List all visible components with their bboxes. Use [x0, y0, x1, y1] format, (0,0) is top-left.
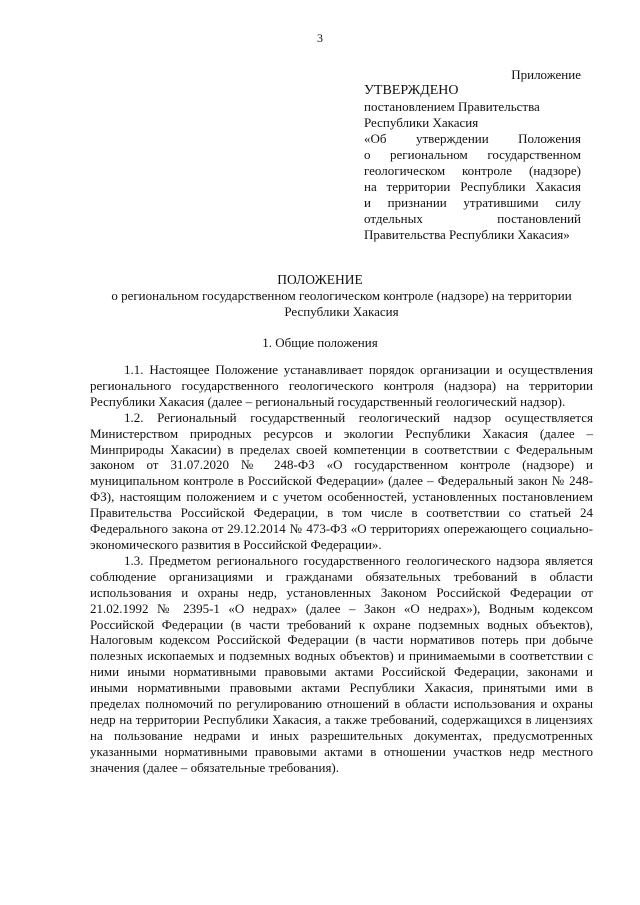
document-subtitle: о региональном государственном геологическом контроле (надзоре) на территории Республики Хакасия: [111, 288, 572, 319]
approval-block: [364, 82, 581, 243]
approval-line: постановлением Правительства: [364, 99, 540, 114]
approval-line: Республики Хакасия: [364, 115, 479, 130]
paragraph-1-3: 1.3. Предметом регионального государственного геологического надзора является соблюдение организациями и гражданами обязательных требований в области использования и охраны недр, установленных Законом Российской Федерации от 21.02.1992 № 2395-1 «О недрах» (далее – Закон «О недрах»), Водным кодексом Российской Федерации (в части требований к охране подземных водных объектов), Налоговым кодексом Российской Федерации (в части нормативов потерь при добыче полезных ископаемых и подземных водных объектов) и принимаемыми в соответствии с ними иными нормативными правовыми актами Российской Федерации, законами и иными нормативными правовыми актами Республики Хакасия, принятыми ими в пределах полномочий по регулированию отношений в области использования и охраны недр на территории Республики Хакасия, а также требований, содержащихся в лицензиях на пользование недрами и иных разрешительных документах, предусмотренных указанными нормативными правовыми актами в отношении участков недр местного значения (далее – обязательные требования).: [90, 552, 593, 775]
section-heading: 1. Общие положения: [262, 335, 378, 350]
appendix-label: Приложение: [511, 67, 581, 82]
document-body: [90, 362, 593, 776]
approval-line: «Об утверждении Положения: [364, 131, 581, 146]
page-number: 3: [317, 31, 323, 45]
approval-line: Правительства Республики Хакасия»: [364, 227, 570, 242]
paragraph-1-2: 1.2. Региональный государственный геологический надзор осуществляется Министерством природных ресурсов и экологии Республики Хакасия (далее – Минприроды Хакасии) в пределах своей компетенции в соответствии с Федеральным законом от 31.07.2020 № 248-ФЗ «О государственном контроле (надзоре) и муниципальном контроле в Российской Федерации» (далее – Федеральный закон № 248-ФЗ), настоящим положением и с учетом особенностей, установленных постановлением Правительства Российской Федерации, в том числе в соответствии со статьей 24 Федерального закона от 29.12.2014 № 473-ФЗ «О территориях опережающего социально-экономического развития в Российской Федерации».: [90, 409, 593, 552]
approval-line: на территории Республики Хакасия: [364, 179, 581, 194]
document-title: ПОЛОЖЕНИЕ: [277, 272, 363, 287]
approved-title: УТВЕРЖДЕНО: [364, 83, 459, 98]
approval-line: о региональном государственном: [364, 147, 581, 162]
approval-line: и признании утратившими силу: [364, 195, 581, 210]
approval-line: геологическом контроле (надзоре): [364, 163, 581, 178]
paragraph-1-1: 1.1. Настоящее Положение устанавливает порядок организации и осуществления регионального государственного геологического контроля (надзора) на территории Республики Хакасия (далее – региональный государственный геологический надзор).: [90, 362, 593, 409]
approval-line: отдельных постановлений: [364, 211, 581, 226]
